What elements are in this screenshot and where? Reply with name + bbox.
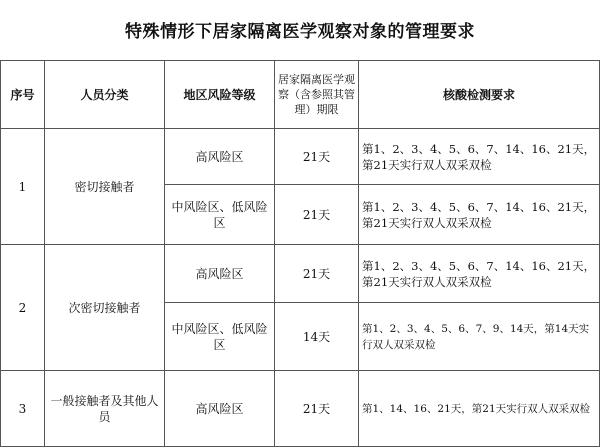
header-risk-level: 地区风险等级 xyxy=(165,61,275,129)
row-category: 密切接触者 xyxy=(45,129,165,245)
row-period: 21天 xyxy=(275,245,359,303)
table-header-row xyxy=(1,61,600,129)
row-period: 21天 xyxy=(275,185,359,245)
table-row xyxy=(1,245,600,303)
row-test: 第1、2、3、4、5、6、7、9、14天，第14天实行双人双采双检 xyxy=(359,303,600,371)
management-requirements-table xyxy=(0,60,600,447)
header-test: 核酸检测要求 xyxy=(359,61,600,129)
row-category: 次密切接触者 xyxy=(45,245,165,371)
row-risk: 中风险区、低风险区 xyxy=(165,185,275,245)
row-test: 第1、2、3、4、5、6、7、14、16、21天，第21天实行双人双采双检 xyxy=(359,185,600,245)
row-category: 一般接触者及其他人员 xyxy=(45,371,165,447)
row-period: 21天 xyxy=(275,371,359,447)
table-row xyxy=(1,129,600,185)
row-risk: 高风险区 xyxy=(165,245,275,303)
row-risk: 高风险区 xyxy=(165,129,275,185)
row-test: 第1、2、3、4、5、6、7、14、16、21天，第21天实行双人双采双检 xyxy=(359,245,600,303)
row-risk: 高风险区 xyxy=(165,371,275,447)
header-category: 人员分类 xyxy=(45,61,165,129)
row-period: 14天 xyxy=(275,303,359,371)
row-risk: 中风险区、低风险区 xyxy=(165,303,275,371)
row-test: 第1、2、3、4、5、6、7、14、16、21天，第21天实行双人双采双检 xyxy=(359,129,600,185)
row-no: 1 xyxy=(1,129,45,245)
row-period: 21天 xyxy=(275,129,359,185)
table-row xyxy=(1,371,600,447)
document-title: 特殊情形下居家隔离医学观察对象的管理要求 xyxy=(125,22,475,42)
header-no: 序号 xyxy=(1,61,45,129)
header-period: 居家隔离医学观察（含参照其管理）期限 xyxy=(275,61,359,129)
row-no: 2 xyxy=(1,245,45,371)
row-test: 第1、14、16、21天，第21天实行双人双采双检 xyxy=(359,371,600,447)
row-no: 3 xyxy=(1,371,45,447)
